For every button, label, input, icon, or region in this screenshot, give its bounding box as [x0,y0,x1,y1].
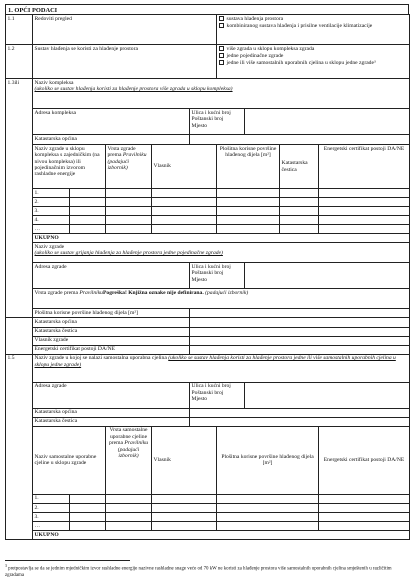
row-label: Sustav hlađenja se koristi za hlađenje prostora [33,45,217,79]
option-combined[interactable]: kombiniranog sustava hlađenja i prisilne ventilacije klimatizacije [219,23,408,29]
table-row[interactable]: 2. [6,503,410,512]
row-1-4 [6,243,410,263]
total-row: UKUPNO [6,234,410,243]
total-row: UKUPNO [6,530,410,539]
form-page [5,4,409,540]
table-row[interactable]: 1. [6,494,410,503]
row-num: 1.5 [6,354,33,539]
option-units[interactable]: jedne ili više samostalnih uporabnih cjelina u sklopu jedne zgrade³ [219,60,408,66]
option-complex[interactable]: više zgrada u sklopu kompleksa zgrada [219,46,408,52]
cadastral-parcel-value[interactable] [190,327,410,336]
complex-name-field[interactable]: Naziv kompleksa (ukoliko se sustav hlađenja koristi za hlađenje prostora više zgrada u sklopu kompleksa) [33,79,410,109]
building-type-field[interactable]: Vrsta zgrade prema PravilnikuPogreška! Knjižna oznake nije definirana. (padajući izbornik) [33,289,410,309]
table-row[interactable]: 3. [6,207,410,216]
table-row[interactable]: 3. [6,512,410,521]
table-row[interactable]: 4. [6,216,410,225]
unit-building-name-field[interactable]: Naziv zgrade u kojoj se nalazi samostalna uporabna cjelina (ukoliko se sustav hlađenja koristi za hlađenje prostora jedne ili više samostalnih uporabnih cjelina u sklopu jedne zgrade) [33,354,410,382]
table-row[interactable]: … [6,521,410,530]
checkbox[interactable] [219,16,224,21]
area-label: Plošitna korisne površine hlađenog dijela [m²] [33,309,190,318]
checkbox[interactable] [219,53,224,58]
building-address-value[interactable] [245,263,410,289]
unit-address-value[interactable] [245,382,410,408]
cadastral-municipality-label: Katastarska općina [33,135,190,145]
cadastral-municipality-value[interactable] [190,408,410,417]
building-name-field[interactable]: Naziv zgrade (ukoliko se sustav grijanja hlađenja za hlađenje prostora jedne pojedinačne zgrade) [33,243,410,263]
table-row[interactable]: 1. [6,189,410,198]
area-value[interactable] [190,309,410,318]
row-1-1 [6,15,410,45]
row-1-5 [6,354,410,382]
row-num: 1.2 [6,45,33,79]
row-1-3 [6,79,410,109]
row-num: 1.1 [6,15,33,45]
certificate-value[interactable] [190,345,410,354]
general-data-table-continued: Katastarska općina Katastarska čestica Vlasnik zgrade Energetski certifikat postoji DA/NE 1.5 Naziv zgrade u kojoj se nalazi samostalna uporabna cjelina (ukoliko se sustav hlađenja koristi za hlađenje prostora jedne ili više samostalnih uporabnih cjelina u sklopu jedne zgrade) Adresa zgrade Ulica i kućni broj Poštanski broj Mjesto Katastarska općina Katastarska čestica Naziv samostalne uporabne cjeline u sklopu zgrade Vrsta samostalne uporabne cjeline prema Pravilniku (padajući izbornik) Vlasnik Plošitna korisne površine hlađenog dijela [m²] Energetski certifikat postoji DA/NE 1. 2. 3. … UKUPNO [5,318,410,540]
option-single-building[interactable]: jedne pojedinačne zgrade [219,53,408,59]
table-row[interactable]: … [6,225,410,234]
owner-value[interactable] [190,336,410,345]
section-title: 1. OPĆI PODACI [5,4,409,14]
cadastral-municipality-value[interactable] [190,135,410,145]
option-cooling[interactable]: sustava hlađenja prostora [219,16,408,22]
unit-table-header: Naziv samostalne uporabne cjeline u sklopu zgrade Vrsta samostalne uporabne cjeline prema Pravilniku (padajući izbornik) Vlasnik Plošitna korisne površine hlađenog dijela [m²] Energetski certifikat postoji DA/NE [6,426,410,494]
checkbox[interactable] [219,46,224,51]
row-label: Redoviti pregled [33,15,217,45]
complex-address-label: Adresa kompleksa [33,109,190,135]
table-row[interactable]: 2. [6,198,410,207]
cadastral-municipality-value[interactable] [190,318,410,327]
row-1-2 [6,45,410,79]
checkbox[interactable] [219,23,224,28]
cadastral-parcel-value[interactable] [190,417,410,426]
row-num: 1.3ili [6,79,33,318]
checkbox[interactable] [219,60,224,65]
complex-table-header: Naziv zgrade u sklopu kompleksa s zajedničkim (na nivou kompleksa) ili pojedinačnim izvorom rashladne energije Vrsta zgrade prema Pravilniku (padajući izbornik) Vlasnik Plošitna korisne površine hlađenog dijela [m²] Katastarska čestica Energetski certifikat postoji DA/NE [6,145,410,189]
footnote: $^3$ pretpostavlja se da se jednim mjedničkim izvor rashladne energije nazivne rashladne snage veće od 70 kW ne koristi za hlađenje prostora više samostalnih uporabnih cjelina smještenih u različitim zgradama [5,564,392,578]
complex-address-value[interactable] [245,109,410,135]
footnote-rule [5,560,130,561]
building-address-label: Adresa zgrade [33,263,190,289]
general-data-table: 1.1 Redoviti pregled sustava hlađenja prostora kombiniranog sustava hlađenja i prisilne ventilacije klimatizacije 1.2 Sustav hlađenja se koristi za hlađenje prostora više zgrada u sklopu kompleksa zgrada jedne pojedinačne zgrade jedne ili više samostalnih uporabnih cjelina u sklopu jedne zgrade³ 1.3ili Naziv kompleksa (ukoliko se sustav hlađenja koristi za hlađenje prostora više zgrada u sklopu kompleksa) Adresa kompleksa Ulica i kućni broj Poštanski broj Mjesto Katastarska općina Naziv zgrade u sklopu kompleksa s zajedničkim (na nivou kompleksa) ili pojedinačnim izvorom rashladne energije Vrsta zgrade prema Pravilniku (padajući izbornik) Vlasnik Plošitna korisne površine hlađenog dijela [m²] Katastarska čestica Energetski certifikat postoji DA/NE 1. 2. 3. 4. … UKUPNO Naziv zgrade (ukoliko se sustav grijanja hlađenja za hlađenje prostora jedne pojedinačne zgrade) Adresa zgrade Ulica i kućni broj Poštanski broj Mjesto Vrsta zgrade prema PravilnikuPogreška! Knjižna oznake nije definirana. (padajući izbornik) Plošitna korisne površine hlađenog dijela [m²] [5,14,410,318]
